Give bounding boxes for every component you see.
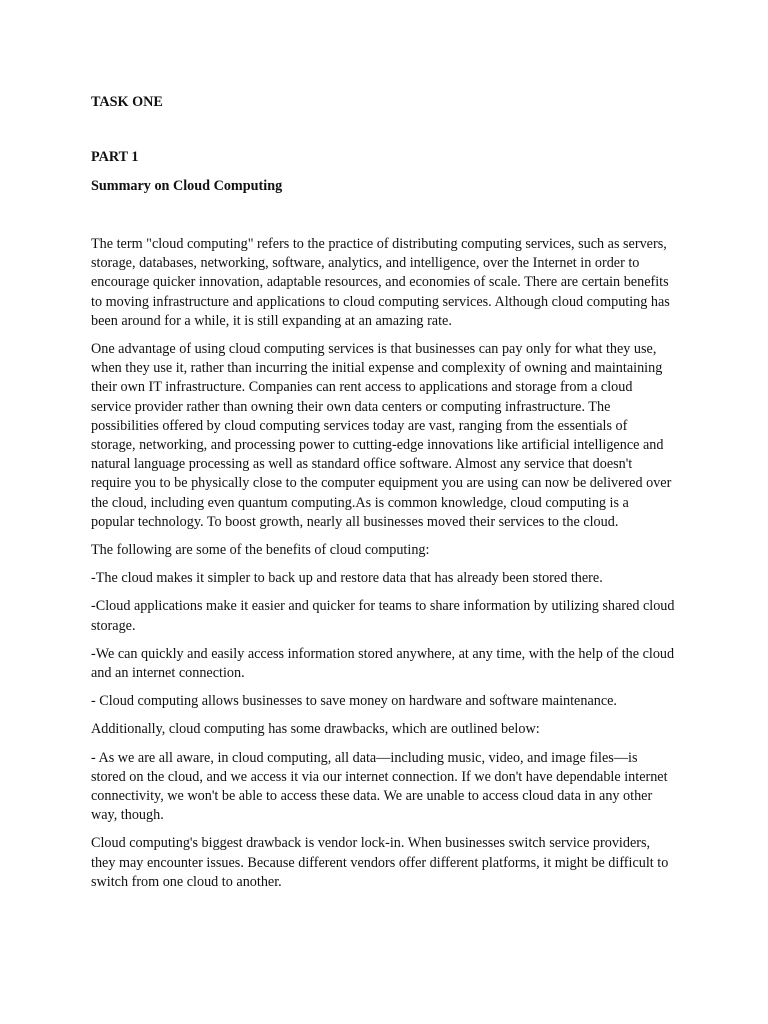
heading-part-1: PART 1 [91,149,139,165]
benefit-item-access: -We can quickly and easily access information stored anywhere, at any time, with the help of the cloud and an internet connection. [91,645,675,682]
heading-task-one: TASK ONE [91,94,163,110]
paragraph-vendor-lock-in: Cloud computing's biggest drawback is vendor lock-in. When businesses switch service providers, they may encounter issues. Because different vendors offer different platforms, it might be difficult to switch from one cloud to another. [91,835,669,890]
paragraph-benefits-intro: The following are some of the benefits of cloud computing: [91,542,430,559]
document-body [91,93,675,901]
paragraph-intro: The term "cloud computing" refers to the practice of distributing computing services, such as servers, storage, databases, networking, software, analytics, and intelligence, over the Internet in order to encourage quicker innovation, adaptable resources, and economies of scale. There are certain benefits to moving infrastructure and applications to cloud computing services. Although cloud computing has been around for a while, it is still expanding at an amazing rate. [91,236,670,329]
drawback-item-connectivity: - As we are all aware, in cloud computing, all data—including music, video, and image files—is stored on the cloud, and we access it via our internet connection. If we don't have dependable internet connectivity, we won't be able to access these data. We are unable to access cloud data in any other way, though. [91,749,668,824]
benefit-item-backup: -The cloud makes it simpler to back up and restore data that has already been stored there. [91,570,603,587]
benefit-item-sharing: -Cloud applications make it easier and quicker for teams to share information by utilizing shared cloud storage. [91,598,675,634]
paragraph-advantage: One advantage of using cloud computing services is that businesses can pay only for what they use, when they use it, rather than incurring the initial expense and complexity of owning and maintaining their own IT infrastructure. Companies can rent access to applications and storage from a cloud service provider rather than owning their own data centers or computing infrastructure. The possibilities offered by cloud computing services today are vast, ranging from the essentials of storage, networking, and processing power to cutting-edge innovations like artificial intelligence and natural language processing as well as standard office software. Almost any service that doesn't require you to be physically close to the computer equipment you are using can now be delivered over the cloud, including even quantum computing.As is common knowledge, cloud computing is a popular technology. To boost growth, nearly all businesses moved their services to the cloud. [91,341,672,530]
heading-summary: Summary on Cloud Computing [91,178,283,194]
benefit-item-savings: - Cloud computing allows businesses to save money on hardware and software maintenance. [91,693,617,710]
paragraph-drawbacks-intro: Additionally, cloud computing has some drawbacks, which are outlined below: [91,721,540,738]
